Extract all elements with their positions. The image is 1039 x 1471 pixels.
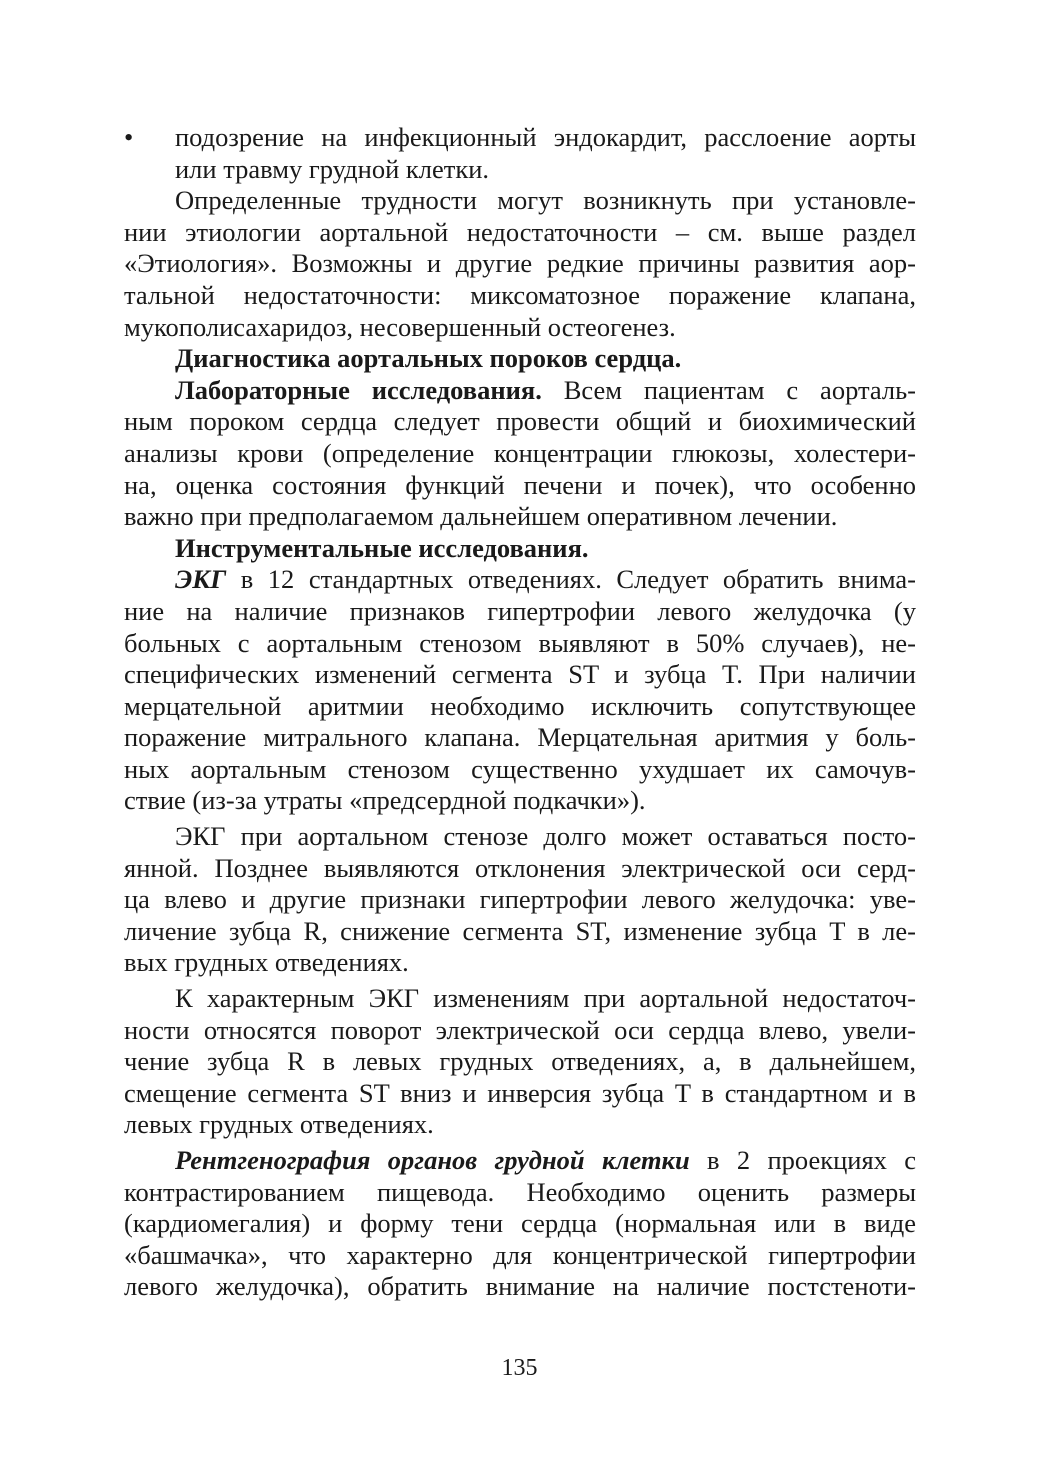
bullet-item	[124, 122, 916, 185]
text-line: на, оценка состояния функций печени и почек), что особенно	[124, 469, 916, 500]
paragraph-lab	[124, 375, 916, 533]
text-line: ствие (из-за утраты «предсердной подкачки»).	[124, 785, 646, 816]
paragraph-ecg	[124, 564, 916, 817]
lab-lead: Лабораторные исследования.	[175, 374, 542, 405]
section-heading-diagnostics: Диагностика аортальных пороков сердца.	[175, 343, 682, 374]
text-line: ца влево и другие признаки гипертрофии левого желудочка: уве-	[124, 884, 916, 915]
text-line: ных аортальным стенозом существенно ухудшает их самочув-	[124, 753, 916, 784]
text-line: «башмачка», что характерно для концентрической гипертрофии	[124, 1239, 916, 1270]
text-line: Определенные трудности могут возникнуть при установле-	[175, 185, 916, 216]
text-line: мерцательной аритмии необходимо исключить сопутствующее	[124, 690, 916, 721]
section-heading-instrumental: Инструментальные исследования.	[175, 532, 589, 563]
paragraph-ecg-insufficiency	[124, 983, 916, 1141]
text-line: тальной недостаточности: миксоматозное поражение клапана,	[124, 279, 916, 310]
text-line: анализы крови (определение концентрации глюкозы, холестери-	[124, 437, 916, 468]
text-line: больных с аортальным стенозом выявляют в 50% случаев), не-	[124, 627, 916, 658]
text-line: Лабораторные исследования. Всем пациентам с аорталь-	[175, 374, 917, 405]
text-line: ности относятся поворот электрической оси сердца влево, увели-	[124, 1014, 916, 1045]
bullet-mark: •	[124, 122, 134, 152]
text-line: ЭКГ в 12 стандартных отведениях. Следует обратить внима-	[175, 564, 916, 595]
text-line: контрастированием пищевода. Необходимо оценить размеры	[124, 1176, 916, 1207]
bullet-line-2: или травму грудной клетки.	[175, 153, 490, 184]
text-line: «Этиология». Возможны и другие редкие причины развития аор-	[124, 248, 916, 279]
text-line: ным пороком сердца следует провести общий и биохимический	[124, 406, 916, 437]
text-line: чение зубца R в левых грудных отведениях, а, в дальнейшем,	[124, 1046, 916, 1077]
paragraph-etiology	[124, 185, 916, 343]
text-line: Рентгенография органов грудной клетки в 2 проекциях с	[175, 1145, 916, 1175]
bullet-line-1: • подозрение на инфекционный эндокардит, расслоение аорты	[124, 122, 916, 152]
page-number: 135	[501, 1355, 538, 1381]
paragraph-xray	[124, 1145, 916, 1303]
xray-lead: Рентгенография органов грудной клетки	[175, 1145, 690, 1175]
text-line: личение зубца R, снижение сегмента ST, изменение зубца T в ле-	[124, 915, 916, 946]
text-line: специфических изменений сегмента ST и зубца T. При наличии	[124, 659, 916, 690]
text-line: левых грудных отведениях.	[124, 1109, 434, 1140]
ecg-lead: ЭКГ	[175, 564, 227, 595]
page-body	[124, 122, 916, 1303]
text-line: (кардиомегалия) и форму тени сердца (нормальная или в виде	[124, 1208, 916, 1239]
text-line: вых грудных отведениях.	[124, 947, 409, 978]
paragraph-ecg-stenosis	[124, 821, 916, 979]
text-line: нии этиологии аортальной недостаточности – см. выше раздел	[124, 216, 916, 247]
text-line: поражение митрального клапана. Мерцательная аритмия у боль-	[124, 722, 916, 753]
text-line: мукополисахаридоз, несовершенный остеогенез.	[124, 311, 676, 342]
text-line: смещение сегмента ST вниз и инверсия зубца T в стандартном и в	[124, 1077, 916, 1108]
text-line: ЭКГ при аортальном стенозе долго может оставаться посто-	[175, 821, 916, 852]
text-line: янной. Позднее выявляются отклонения электрической оси серд-	[124, 852, 916, 883]
text-line: левого желудочка), обратить внимание на наличие постстеноти-	[124, 1271, 916, 1302]
text-line: К характерным ЭКГ изменениям при аортальной недостаточ-	[175, 983, 916, 1014]
text-line: ние на наличие признаков гипертрофии левого желудочка (у	[124, 595, 916, 626]
text-line: важно при предполагаемом дальнейшем оперативном лечении.	[124, 501, 838, 532]
